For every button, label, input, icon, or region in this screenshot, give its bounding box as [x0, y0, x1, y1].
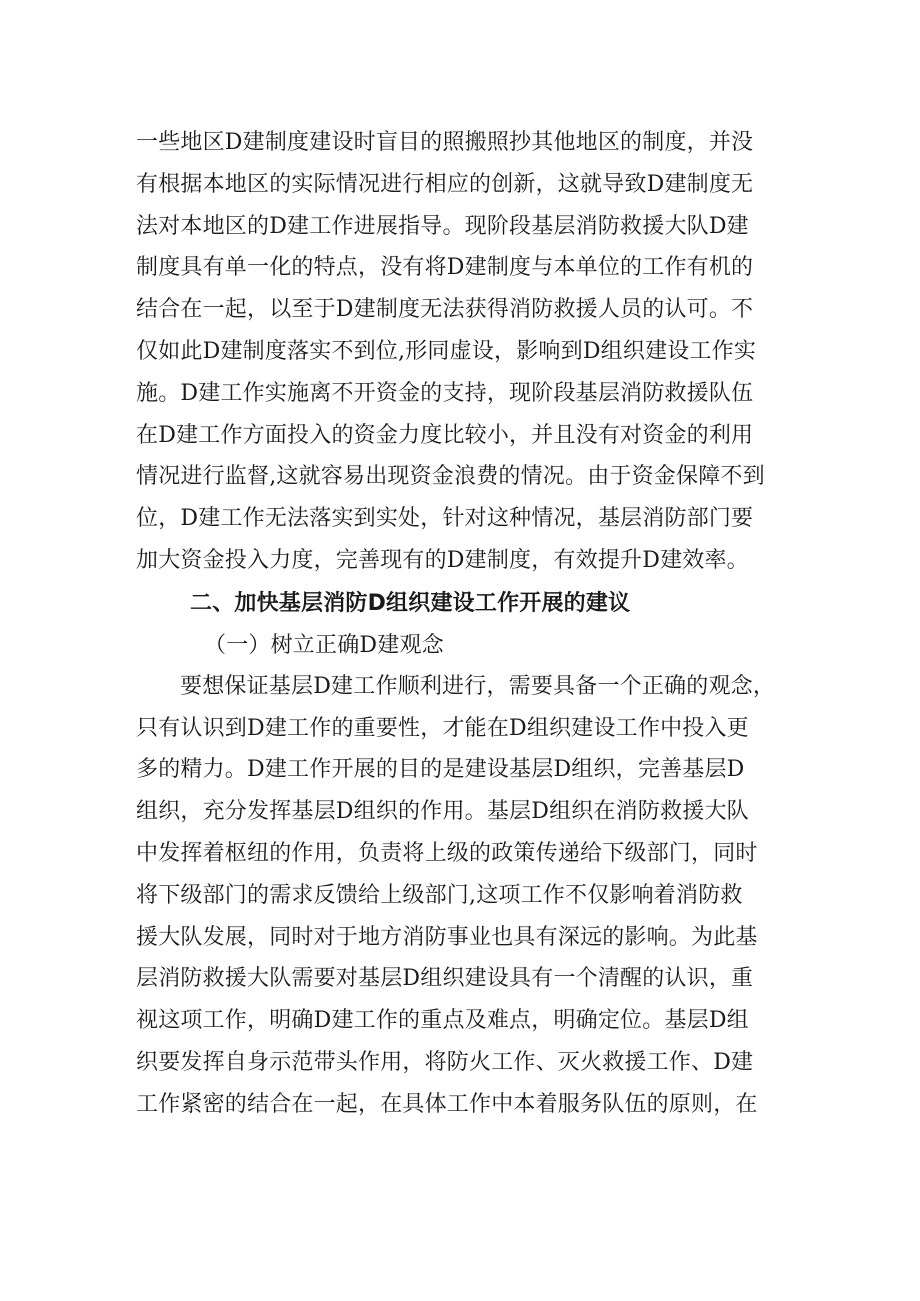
text-line: 在D建工作方面投入的资金力度比较小，并且没有对资金的利用 — [136, 422, 754, 448]
paragraph-correct-concept — [136, 666, 798, 1126]
text-line: 结合在一起，以至于D建制度无法获得消防救援人员的认可。不 — [136, 297, 754, 323]
text-line: 将下级部门的需求反馈给上级部门,这项工作不仅影响着消防救 — [136, 882, 743, 908]
text-line: 位，D建工作无法落实到实处，针对这种情况，基层消防部门要 — [136, 506, 754, 532]
text-line: 只有认识到D建工作的重要性，才能在D组织建设工作中投入更 — [136, 715, 749, 741]
text-line: 工作紧密的结合在一起，在具体工作中本着服务队伍的原则，在 — [136, 1091, 758, 1117]
text-line: 情况进行监督,这就容易出现资金浪费的情况。由于资金保障不到 — [136, 464, 765, 490]
text-line: 组织，充分发挥基层D组织的作用。基层D组织在消防救援大队 — [136, 799, 749, 825]
text-line: 施。D建工作实施离不开资金的支持，现阶段基层消防救援队伍 — [136, 380, 754, 406]
paragraph-d-construction-issues — [136, 122, 798, 582]
text-line: 视这项工作，明确D建工作的重点及难点，明确定位。基层D组 — [136, 1008, 749, 1034]
text-line: 有根据本地区的实际情况进行相应的创新，这就导致D建制度无 — [136, 171, 754, 197]
text-line: 要想保证基层D建工作顺利进行，需要具备一个正确的观念， — [180, 673, 776, 699]
text-line: 层消防救援大队需要对基层D组织建设具有一个清醒的认识，重 — [136, 966, 754, 992]
text-line: 织要发挥自身示范带头作用，将防火工作、灭火救援工作、D建 — [136, 1049, 754, 1075]
text-line: 制度具有单一化的特点，没有将D建制度与本单位的工作有机的 — [136, 255, 754, 281]
subsection-heading: （一）树立正确D建观念 — [204, 632, 444, 658]
text-line: 加大资金投入力度，完善现有的D建制度，有效提升D建效率。 — [136, 547, 749, 573]
text-line: 多的精力。D建工作开展的目的是建设基层D组织，完善基层D — [136, 757, 745, 783]
document-body — [136, 122, 798, 1126]
text-line: 仅如此D建制度落实不到位,形同虚设，影响到D组织建设工作实 — [136, 338, 757, 364]
section-heading: 二、加快基层消防D组织建设工作开展的建议 — [190, 590, 631, 616]
text-line: 法对本地区的D建工作进展指导。现阶段基层消防救援大队D建 — [136, 213, 749, 239]
text-line: 中发挥着枢纽的作用，负责将上级的政策传递给下级部门，同时 — [136, 840, 758, 866]
text-line: 援大队发展，同时对于地方消防事业也具有深远的影响。为此基 — [136, 924, 758, 950]
text-line: 一些地区D建制度建设时盲目的照搬照抄其他地区的制度，并没 — [136, 130, 754, 155]
